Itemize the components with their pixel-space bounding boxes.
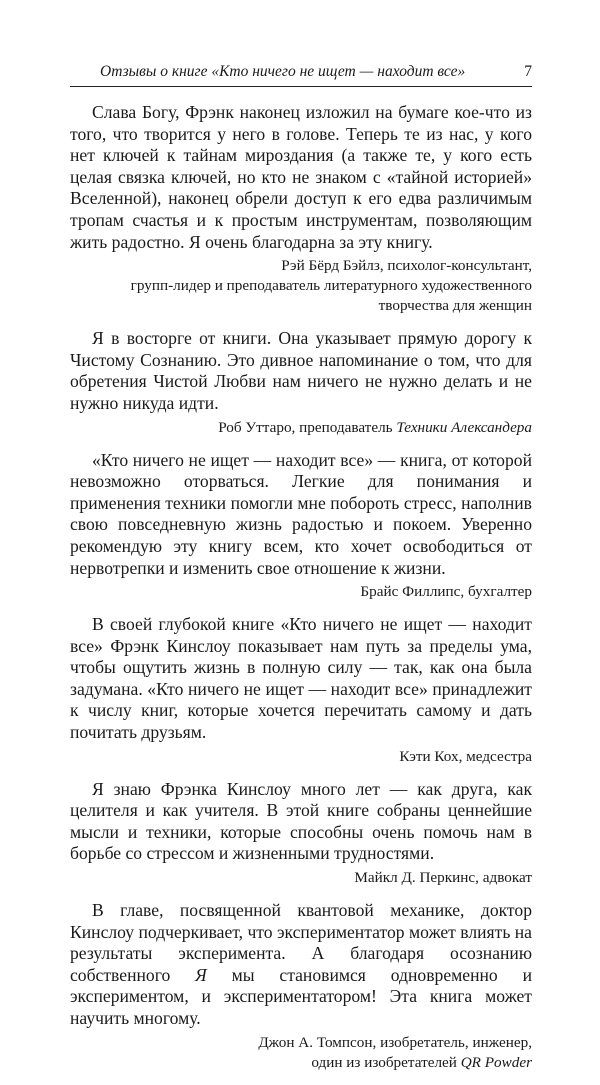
review-attribution — [70, 418, 532, 438]
header-title: Отзывы о книге «Кто ничего не ищет — находит все» — [100, 63, 466, 80]
attribution-line: Майкл Д. Перкинс, адвокат — [354, 869, 532, 887]
review-2 — [70, 328, 532, 437]
review-attribution — [70, 1033, 532, 1073]
page-number: 7 — [524, 63, 532, 80]
attribution-italic: QR Powder — [460, 1053, 532, 1071]
review-1 — [70, 102, 532, 316]
review-quote: «Кто ничего не ищет — находит все» — книга, от которой невозможно оторваться. Легкие для понимания и применения техники помогли мне побороть стресс, наполнив свою повседневную жизнь радостью и покоем. Уверенно рекомендую эту книгу всем, кто хочет освободиться от нервотрепки и изменить свое отношение к жизни. — [70, 449, 532, 578]
header-rule — [70, 86, 532, 87]
attribution-line: Брайс Филлипс, бухгалтер — [360, 583, 532, 601]
quote-text: В главе, посвященной квантовой механике, доктор Кинслоу подчеркивает, что экспериментатор может влиять на результаты эксперимента. А благодаря осознанию собственного — [70, 900, 532, 985]
review-attribution — [70, 582, 532, 602]
review-3 — [70, 450, 532, 603]
attribution-line: Рэй Бёрд Бэйлз, психолог-консультант, — [281, 257, 532, 275]
review-attribution — [70, 747, 532, 767]
review-5 — [70, 779, 532, 888]
review-attribution — [70, 868, 532, 888]
attribution-line: Джон А. Томпсон, изобретатель, инженер, — [258, 1033, 532, 1051]
attribution-line — [70, 1053, 532, 1073]
attribution-line: Кэти Кох, медсестра — [399, 747, 532, 765]
review-6 — [70, 900, 532, 1073]
running-header — [70, 62, 532, 82]
attribution-text: один из изобретателей — [311, 1053, 461, 1071]
review-quote: В своей глубокой книге «Кто ничего не ищет — находит все» Фрэнк Кинслоу показывает нам путь за пределы ума, чтобы ощутить жизнь в полную силу — так, как она была задумана. «Кто ничего не ищет — находит все» принадлежит к числу книг, которые хочется перечитать самому и дать почитать друзьям. — [70, 614, 532, 743]
attribution-line — [70, 418, 532, 438]
review-quote: Слава Богу, Фрэнк наконец изложил на бумаге кое-что из того, что творится у него в голове. Теперь те из нас, у кого нет ключей к тайнам мироздания (а также те, у кого есть целая связка ключей, но кто не знаком с «тайной историей» Вселенной), наконец обрели доступ к его едва различимым тропам счастья и к простым инструментам, позволяющим жить радостно. Я очень благодарна за эту книгу. — [70, 102, 532, 252]
review-4 — [70, 614, 532, 767]
attribution-line: групп-лидер и преподаватель литературного художественного — [130, 277, 532, 295]
reviews-body — [70, 102, 532, 1085]
attribution-text: Роб Уттаро, преподаватель — [218, 418, 397, 436]
review-quote: Я знаю Фрэнка Кинслоу много лет — как друга, как целителя и как учителя. В этой книге собраны ценнейшие мысли и техники, которые способны очень помочь нам в борьбе со стрессом и жизненными трудностями. — [70, 778, 532, 864]
attribution-italic: Техники Александера — [396, 418, 532, 436]
quote-italic: Я — [195, 964, 207, 985]
quote-text: мы становимся одновременно и экспериментом, и экспериментатором! Эта книга может научить многому. — [70, 964, 532, 1028]
review-quote — [70, 900, 532, 1030]
review-attribution — [70, 256, 532, 316]
review-quote: Я в восторге от книги. Она указывает прямую дорогу к Чистому Сознанию. Это дивное напоминание о том, что для обретения Чистой Любви нам ничего не нужно делать и не нужно никуда идти. — [70, 328, 532, 413]
attribution-line: творчества для женщин — [378, 297, 532, 315]
